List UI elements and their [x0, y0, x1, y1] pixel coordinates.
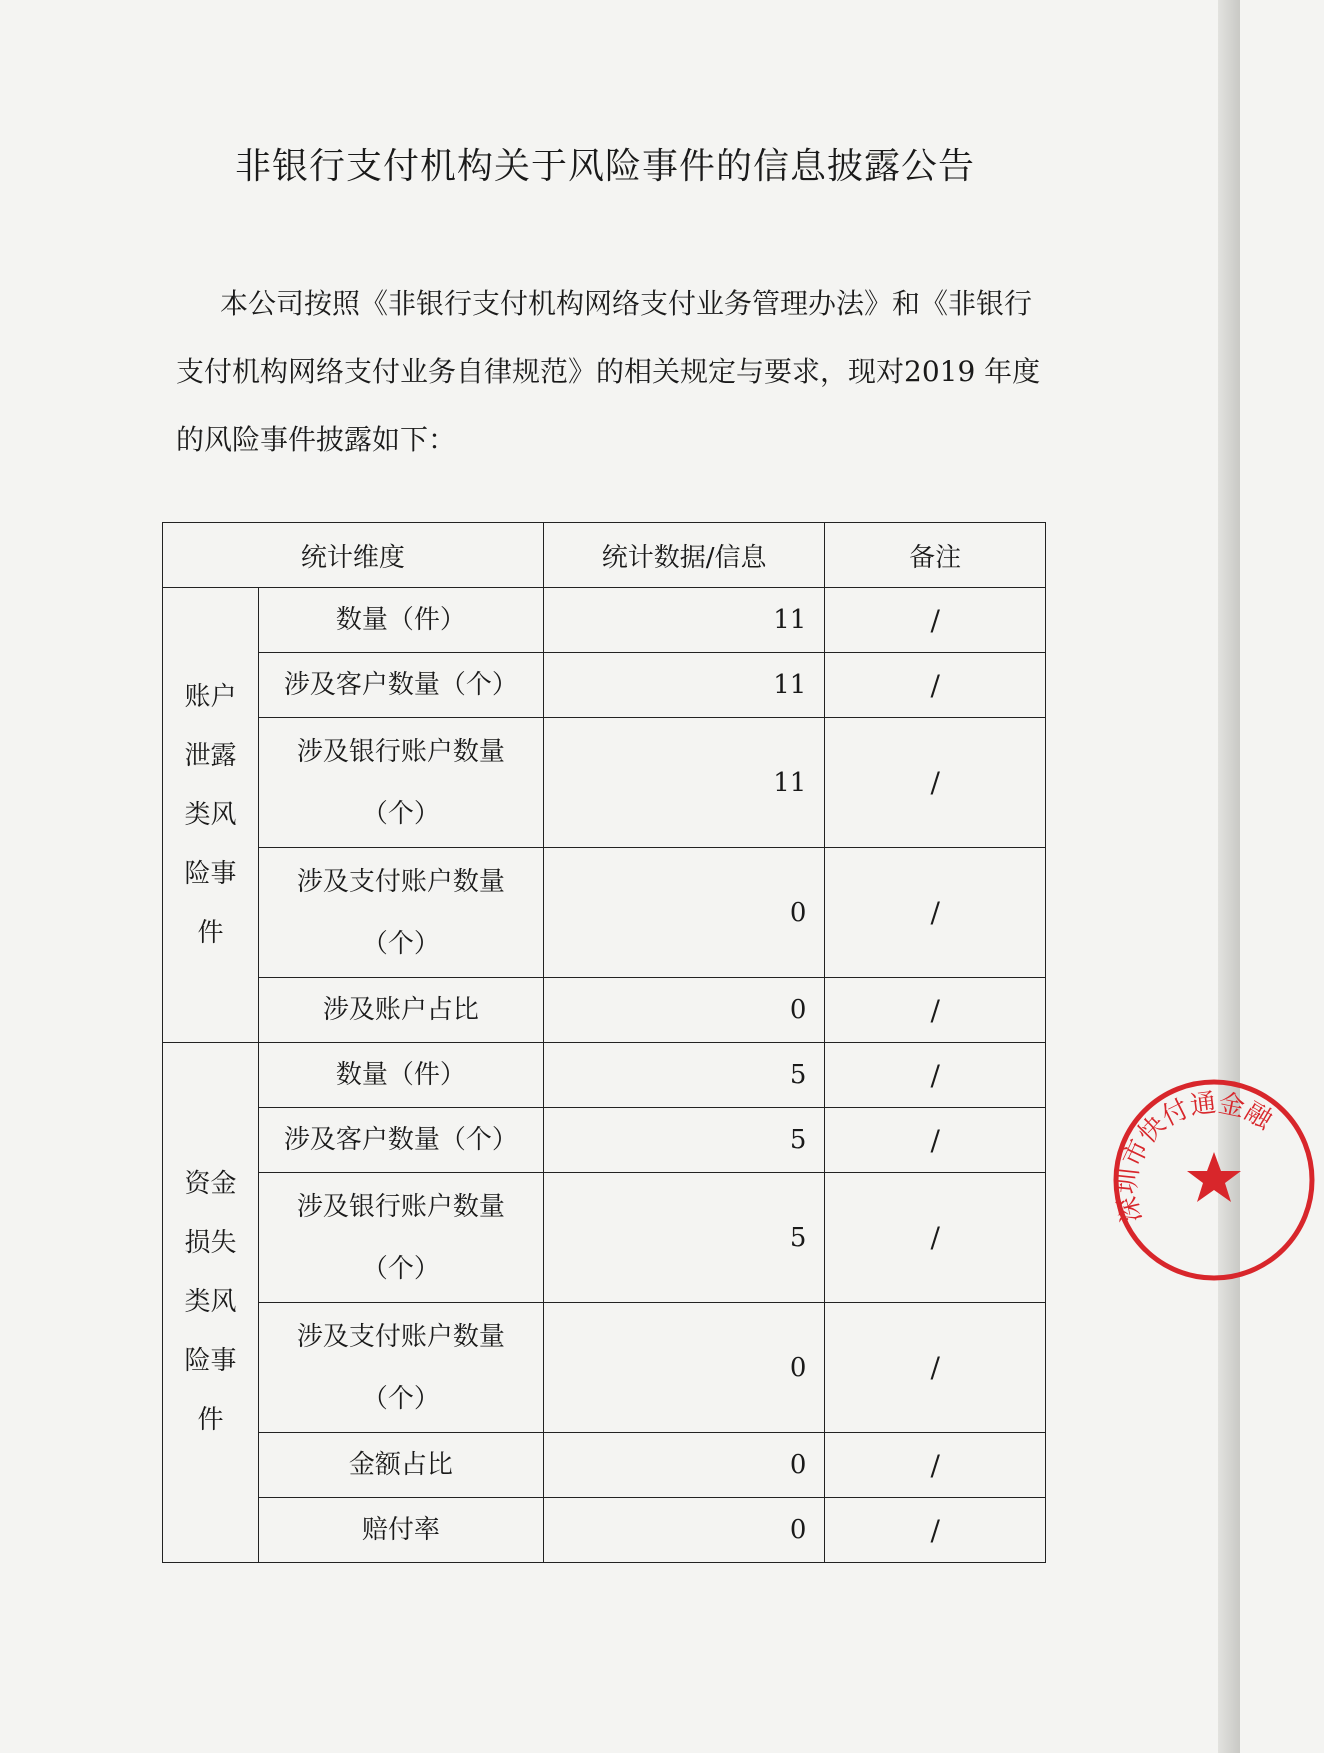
row-note: / [825, 1498, 1046, 1563]
row-item: 涉及支付账户数量（个） [258, 848, 543, 978]
table-row [163, 1303, 1046, 1433]
row-value: 0 [543, 1303, 825, 1433]
page-edge [1218, 0, 1240, 1753]
table-row [163, 1433, 1046, 1498]
row-value: 11 [543, 718, 825, 848]
table-row [163, 848, 1046, 978]
company-seal-stamp [1104, 1070, 1324, 1290]
row-item: 赔付率 [258, 1498, 543, 1563]
intro-text: 本公司按照《非银行支付机构网络支付业务管理办法》和《非银行支付机构网络支付业务自律规范》的相关规定与要求，现对2019 年度的风险事件披露如下： [176, 287, 1041, 456]
row-note: / [825, 848, 1046, 978]
table-row [163, 653, 1046, 718]
header-data: 统计数据/信息 [543, 523, 825, 588]
row-value: 0 [543, 978, 825, 1043]
table-row [163, 1498, 1046, 1563]
row-value: 5 [543, 1108, 825, 1173]
row-note: / [825, 1173, 1046, 1303]
row-note: / [825, 653, 1046, 718]
row-note: / [825, 1043, 1046, 1108]
row-item: 涉及银行账户数量（个） [258, 718, 543, 848]
seal-star-icon [1187, 1152, 1241, 1202]
table-row [163, 1108, 1046, 1173]
row-note: / [825, 1433, 1046, 1498]
row-value: 5 [543, 1043, 825, 1108]
table-header-row [163, 523, 1046, 588]
row-value: 11 [543, 653, 825, 718]
row-item: 金额占比 [258, 1433, 543, 1498]
row-note: / [825, 1303, 1046, 1433]
row-value: 0 [543, 1498, 825, 1563]
row-value: 11 [543, 588, 825, 653]
table-row [163, 1173, 1046, 1303]
table-row [163, 718, 1046, 848]
row-note: / [825, 978, 1046, 1043]
row-item: 涉及账户占比 [258, 978, 543, 1043]
header-dimension: 统计维度 [163, 523, 544, 588]
row-note: / [825, 588, 1046, 653]
svg-text:深圳市快付通金融 [1112, 1088, 1278, 1225]
row-item: 涉及银行账户数量（个） [258, 1173, 543, 1303]
header-note: 备注 [825, 523, 1046, 588]
row-note: / [825, 1108, 1046, 1173]
row-item: 数量（件） [258, 1043, 543, 1108]
intro-paragraph [176, 270, 1056, 474]
row-item: 涉及客户数量（个） [258, 1108, 543, 1173]
risk-statistics-table [162, 522, 1046, 1563]
row-item: 涉及客户数量（个） [258, 653, 543, 718]
table-row [163, 978, 1046, 1043]
table-row [163, 588, 1046, 653]
row-value: 0 [543, 1433, 825, 1498]
group-label-account-leak: 账户泄露类风险事件 [163, 588, 259, 1043]
document-title: 非银行支付机构关于风险事件的信息披露公告 [234, 146, 975, 187]
seal-text: 深圳市快付通金融 [1112, 1088, 1277, 1226]
row-item: 涉及支付账户数量（个） [258, 1303, 543, 1433]
group-label-fund-loss: 资金损失类风险事件 [163, 1043, 259, 1563]
row-note: / [825, 718, 1046, 848]
row-value: 5 [543, 1173, 825, 1303]
row-value: 0 [543, 848, 825, 978]
row-item: 数量（件） [258, 588, 543, 653]
table-row [163, 1043, 1046, 1108]
